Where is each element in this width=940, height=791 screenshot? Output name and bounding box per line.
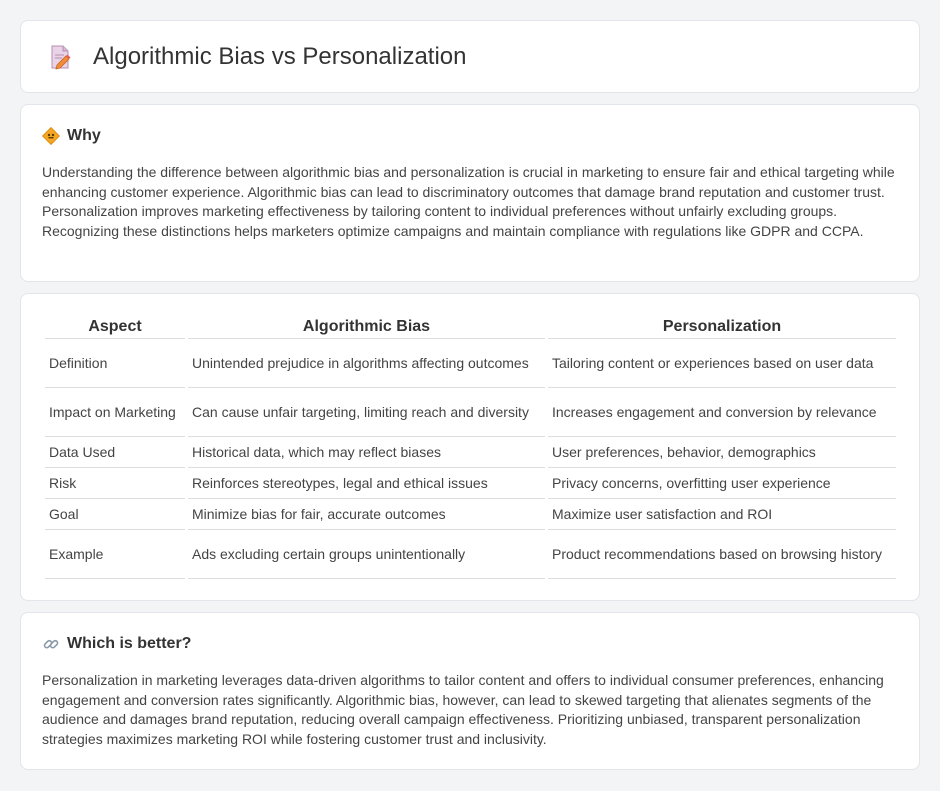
cell-aspect: Impact on Marketing xyxy=(45,388,185,437)
why-title: Why xyxy=(67,127,101,144)
page-title: Algorithmic Bias vs Personalization xyxy=(93,42,467,70)
cell-aspect: Data Used xyxy=(45,437,185,468)
header-card xyxy=(20,20,920,93)
cell-aspect: Example xyxy=(45,530,185,579)
cell-bias: Ads excluding certain groups unintentionally xyxy=(188,530,545,579)
cell-bias: Minimize bias for fair, accurate outcomes xyxy=(188,499,545,530)
header-personalization: Personalization xyxy=(548,314,896,339)
table-row xyxy=(45,499,896,530)
header-aspect: Aspect xyxy=(45,314,185,339)
cell-bias: Reinforces stereotypes, legal and ethical issues xyxy=(188,468,545,499)
better-paragraph: Personalization in marketing leverages data-driven algorithms to tailor content and offers to individual consumer preferences, enhancing engagement and conversion rates significantly. Algorithmic bias, however, can lead to skewed targeting that alienates segments of the audience and damages brand reputation, reducing overall campaign effectiveness. Prioritizing unbiased, transparent personalization strategies maximizes marketing ROI while fostering customer trust and inclusivity. xyxy=(42,672,884,747)
why-heading xyxy=(42,127,898,145)
cell-personalization: Increases engagement and conversion by relevance xyxy=(548,388,896,437)
table-row xyxy=(45,339,896,388)
better-card xyxy=(20,612,920,770)
header-algorithmic-bias: Algorithmic Bias xyxy=(188,314,545,339)
why-paragraph: Understanding the difference between algorithmic bias and personalization is crucial in marketing to ensure fair and ethical targeting while enhancing customer experience. Algorithmic bias can lead to discriminatory outcomes that damage brand reputation and customer trust. Personalization improves marketing effectiveness by tailoring content to individual preferences without unfairly excluding groups. Recognizing these distinctions helps marketers optimize campaigns and maintain compliance with regulations like GDPR and CCPA. xyxy=(42,164,895,239)
document-pencil-icon xyxy=(45,42,75,72)
cell-personalization: User preferences, behavior, demographics xyxy=(548,437,896,468)
table-row xyxy=(45,388,896,437)
comparison-table xyxy=(42,314,899,579)
cell-personalization: Maximize user satisfaction and ROI xyxy=(548,499,896,530)
cell-bias: Unintended prejudice in algorithms affecting outcomes xyxy=(188,339,545,388)
cell-bias: Historical data, which may reflect biases xyxy=(188,437,545,468)
comparison-card xyxy=(20,293,920,601)
better-title: Which is better? xyxy=(67,635,192,652)
why-card xyxy=(20,104,920,282)
cell-bias: Can cause unfair targeting, limiting reach and diversity xyxy=(188,388,545,437)
cell-personalization: Product recommendations based on browsing history xyxy=(548,530,896,579)
table-row xyxy=(45,530,896,579)
cell-aspect: Definition xyxy=(45,339,185,388)
cell-personalization: Privacy concerns, overfitting user experience xyxy=(548,468,896,499)
cell-aspect: Goal xyxy=(45,499,185,530)
table-header-row xyxy=(45,314,896,339)
cell-personalization: Tailoring content or experiences based on user data xyxy=(548,339,896,388)
cell-aspect: Risk xyxy=(45,468,185,499)
link-icon xyxy=(42,635,60,653)
table-row xyxy=(45,468,896,499)
table-row xyxy=(45,437,896,468)
diamond-sign-icon xyxy=(42,127,60,145)
better-heading xyxy=(42,635,898,653)
